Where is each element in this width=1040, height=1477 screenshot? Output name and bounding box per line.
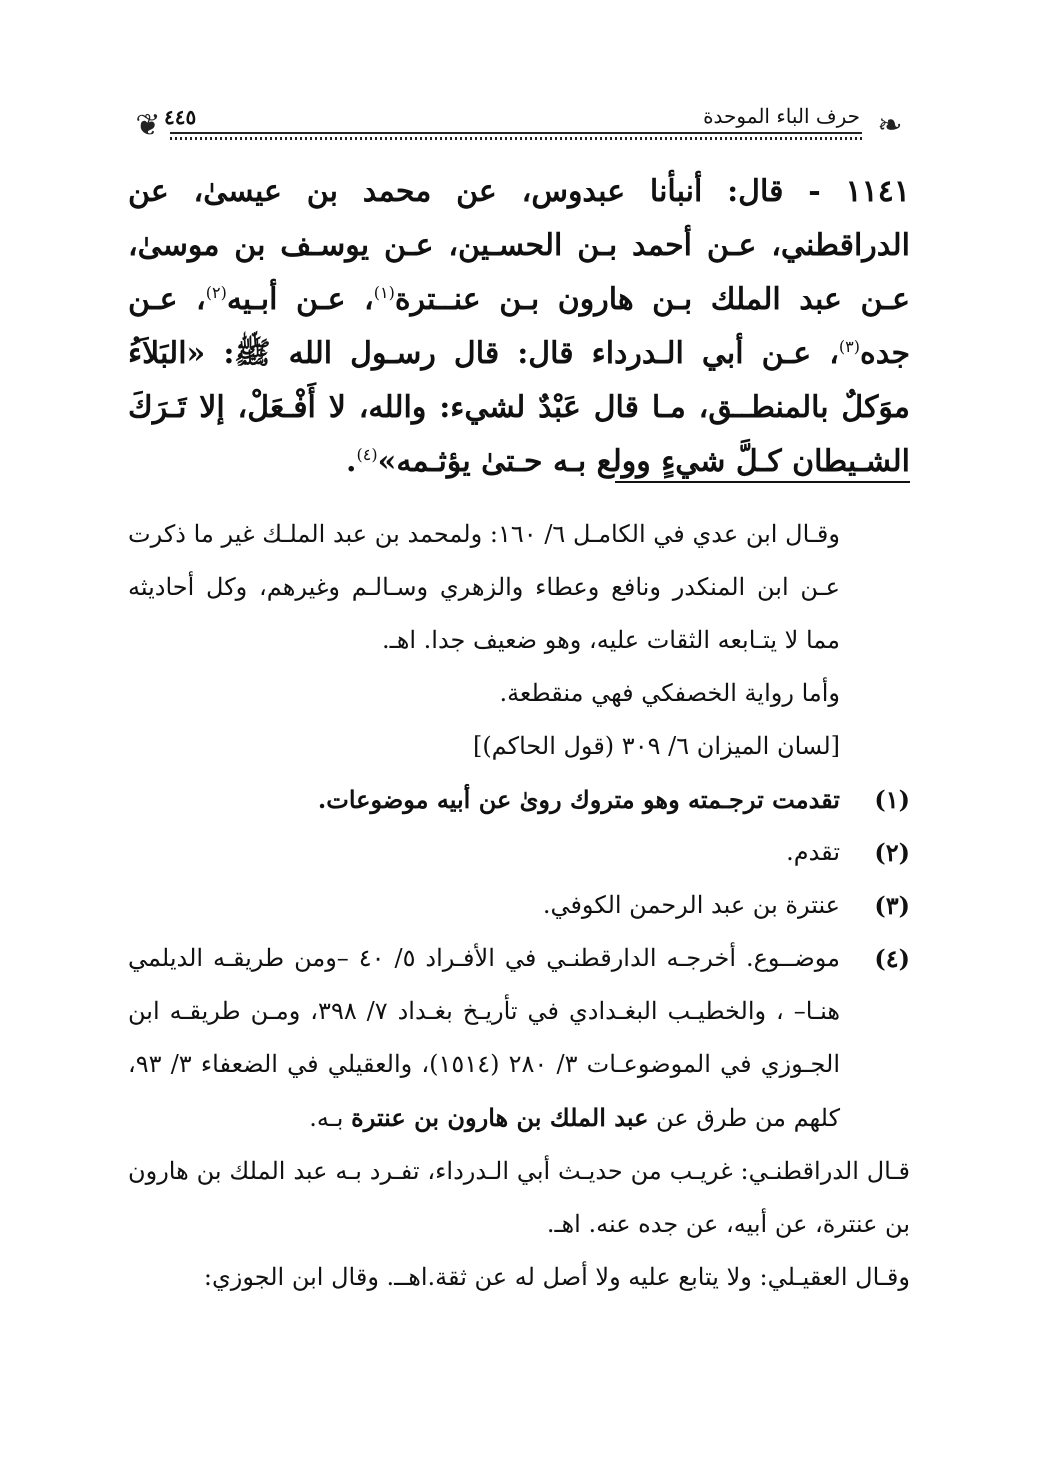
footnote-2 [128,826,910,879]
hadith-text-part: ، عـن أبي الـدرداء قال: قال رسـول الله ﷺ: «البَلاَءُ موَكلٌ بالمنطــق، مـا قال عَبْدٌ لشيء: والله، لا أَفْـعَلْ، إلا تَـرَكَ الشـيطان كـلَّ شيءٍ وولع بـه حـتىٰ يؤثـمه» [128,336,911,479]
footnote-ref-4[interactable]: (٤) [356,445,378,464]
hadith-text [128,165,910,489]
note-source: [لسان الميزان ٦/ ٣٠٩ (قول الحاكم)] [472,732,840,760]
footnote-1 [128,773,910,826]
footnote-ref-2[interactable]: (٢) [205,283,227,302]
footnote-text-bold: عبد الملك بن هارون بن عنترة [351,1103,649,1132]
footnote-text: عنترة بن عبد الرحمن الكوفي. [542,891,840,919]
hadith-text-part: . [346,444,357,479]
footnote-4 [128,932,910,1145]
note-paragraph: وأما رواية الخصفكي فهي منقطعة. [499,679,840,707]
header-ornament-left-icon: ❦ [135,108,161,143]
footnote-number: (٢) [874,838,910,867]
footnote-ref-1[interactable]: (١) [373,283,395,302]
hadith-text-part: ، عـن جده [128,282,910,371]
footnote-text-part: موضــوع. أخرجـه الدارقطنـي في الأفـراد ٥/ ٤٠ –ومن طريقـه الديلمي هنـا– ، والخطيـب البغـدادي في تأريـخ بغـداد ٧/ ٣٩٨، ومـن طريقـه ابن الجـوزي في الموضوعـات ٣/ ٢٨٠ (١٥١٤)، والعقيلي في الضعفاء ٣/ ٩٣، كلهم من طرق عن [128,944,841,1132]
page-number: ٤٤٥ [164,105,197,129]
footnote-text [128,932,840,1145]
footnote-4-continuation: وقـال العقيـلي: ولا يتابع عليه ولا أصل له عن ثقة.اهــ. وقال ابن الجوزي: [203,1263,910,1291]
header-rule [170,132,862,134]
footnote-separator [615,481,910,483]
header-dotted-rule [170,137,862,140]
hadith-text-part: ، عـن أبـيه [226,282,374,317]
note-paragraph: وقـال ابن عدي في الكامـل ٦/ ١٦٠: ولمحمد بن عبد الملـك غير ما ذكرت عـن ابن المنكدر ونافع وعطاء والزهري وسـالـم وغيرهم، وكل أحاديثه مما لا يتـابعه الثقات عليه، وهو ضعيف جدا. اهـ. [128,520,840,654]
footnotes [128,508,910,1304]
running-title: حرف الباء الموحدة [703,104,860,128]
footnote-number: (٤) [874,944,910,973]
footnote-number: (١) [874,785,910,814]
footnote-text: تقدمت ترجـمته وهو متروك روىٰ عن أبيه موضوعات. [317,785,840,814]
footnote-text-part: بـه. [309,1104,352,1132]
header-ornament-right-icon: ❧ [877,108,903,143]
footnote-ref-3[interactable]: (٣) [838,337,860,356]
hadith-text-part: ١١٤١ - قال: أنبأنا عبدوس، عن محمد بن عيسىٰ، عن الدراقطني، عـن أحمد بـن الحسـين، عـن يوسـف بن موسىٰ، عـن عبد الملك بـن هارون بـن عنــترة [128,174,911,317]
footnote-number: (٣) [874,891,910,920]
footnote-text: تقدم. [786,838,840,866]
page-header [128,102,910,152]
footnote-4-continuation: قـال الدراقطنـي: غريـب من حديـث أبي الـدرداء، تفـرد بـه عبد الملك بن هارون بن عنترة، عن أبيه، عن جده عنه. اهـ. [128,1157,910,1238]
footnote-3 [128,879,910,932]
